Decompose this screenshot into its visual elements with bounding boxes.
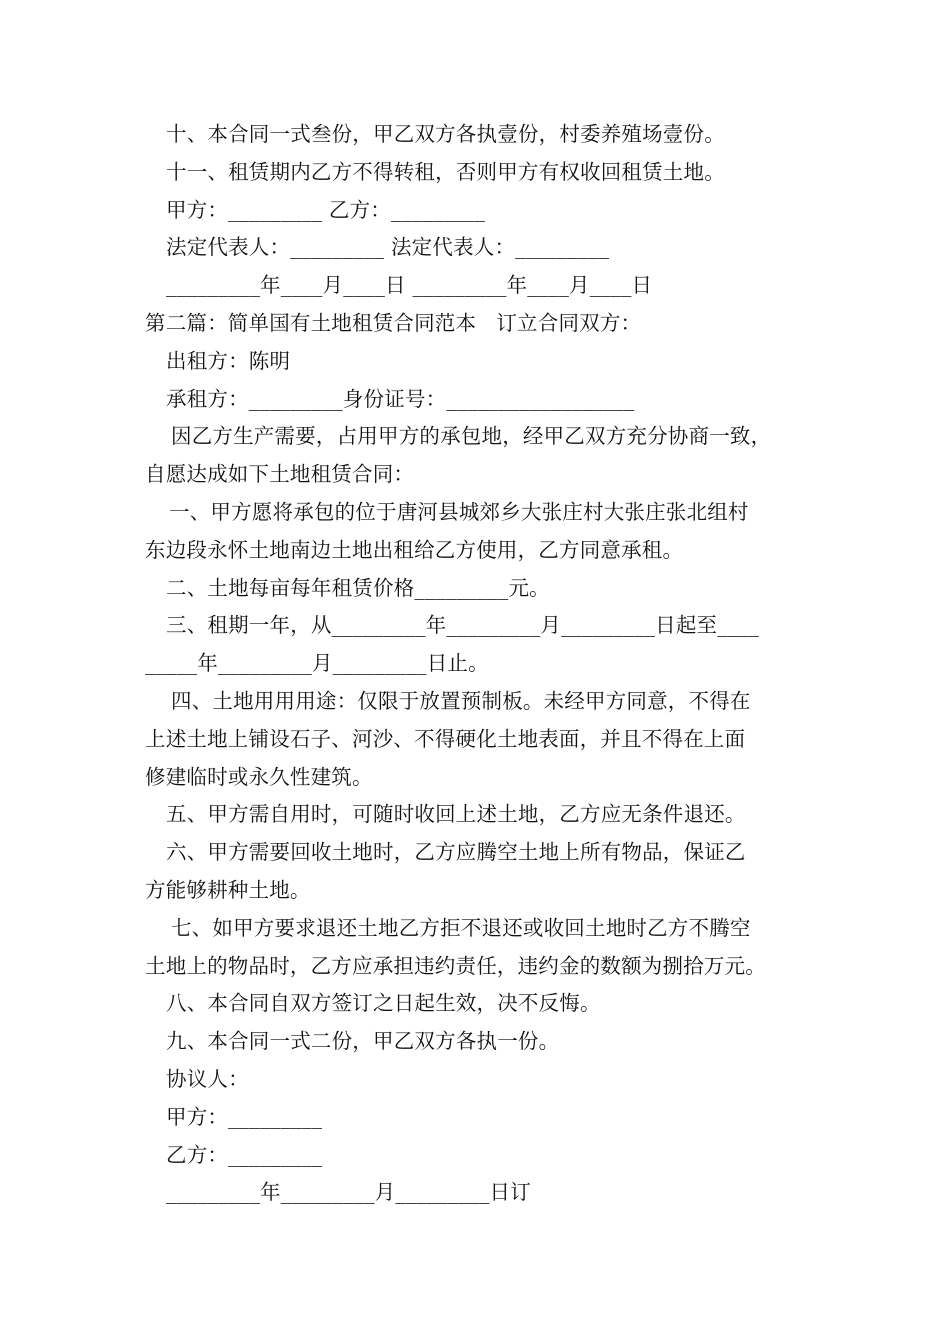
signing-date: _________年_________月_________日订 <box>166 1180 531 1205</box>
clause-1-line-2: 东边段永怀土地南边土地出租给乙方使用，乙方同意承租。 <box>145 537 684 562</box>
clause-4-line-2: 上述土地上铺设石子、河沙、不得硬化土地表面，并且不得在上面 <box>145 726 746 751</box>
clause-7-line-2: 土地上的物品时，乙方应承担违约责任，违约金的数额为捌拾万元。 <box>145 953 766 978</box>
clause-6-line-2: 方能够耕种土地。 <box>145 877 311 902</box>
clause-3-line-2: _____年_________月_________日止。 <box>145 651 489 676</box>
party-a-signature: 甲方：_________ <box>166 1104 323 1129</box>
clause-4-line-1: 四、土地用用用途：仅限于放置预制板。未经甲方同意，不得在 <box>171 688 751 713</box>
clause-9: 九、本合同一式二份，甲乙双方各执一份。 <box>166 1029 560 1054</box>
section-title-2: 第二篇：简单国有土地租赁合同范本 订立合同双方： <box>145 310 642 335</box>
preamble-line-1: 因乙方生产需要，占用甲方的承包地，经甲乙双方充分协商一致， <box>171 424 772 449</box>
clause-5: 五、甲方需自用时，可随时收回上述土地，乙方应无条件退还。 <box>166 802 746 827</box>
party-b-signature: 乙方：_________ <box>166 1142 323 1167</box>
lessor-line: 出租方：陈明 <box>166 348 291 373</box>
clause-11: 十一、租赁期内乙方不得转租，否则甲方有权收回租赁土地。 <box>166 159 725 184</box>
document-body <box>145 116 815 1212</box>
legal-representative-line: 法定代表人：_________ 法定代表人：_________ <box>166 235 610 260</box>
clause-2: 二、土地每亩每年租赁价格_________元。 <box>166 575 550 600</box>
clause-1-line-1: 一、甲方愿将承包的位于唐河县城郊乡大张庄村大张庄张北组村 <box>169 499 749 524</box>
signature-parties-line: 甲方：_________ 乙方：_________ <box>166 197 486 222</box>
signature-date-line: _________年____月____日 _________年____月____日 <box>166 273 653 298</box>
signatories-label: 协议人： <box>166 1066 249 1091</box>
clause-6-line-1: 六、甲方需要回收土地时，乙方应腾空土地上所有物品，保证乙 <box>166 840 746 865</box>
clause-3-line-1: 三、租期一年，从_________年_________月_________日起至____ <box>166 613 760 638</box>
clause-4-line-3: 修建临时或永久性建筑。 <box>145 764 373 789</box>
clause-10: 十、本合同一式叁份，甲乙双方各执壹份，村委养殖场壹份。 <box>166 122 725 146</box>
clause-8: 八、本合同自双方签订之日起生效，决不反悔。 <box>166 991 601 1016</box>
clause-7-line-1: 七、如甲方要求退还土地乙方拒不退还或收回土地时乙方不腾空 <box>171 915 751 940</box>
lessee-line: 承租方：_________身份证号：__________________ <box>166 386 635 411</box>
preamble-line-2: 自愿达成如下土地租赁合同： <box>145 462 415 487</box>
